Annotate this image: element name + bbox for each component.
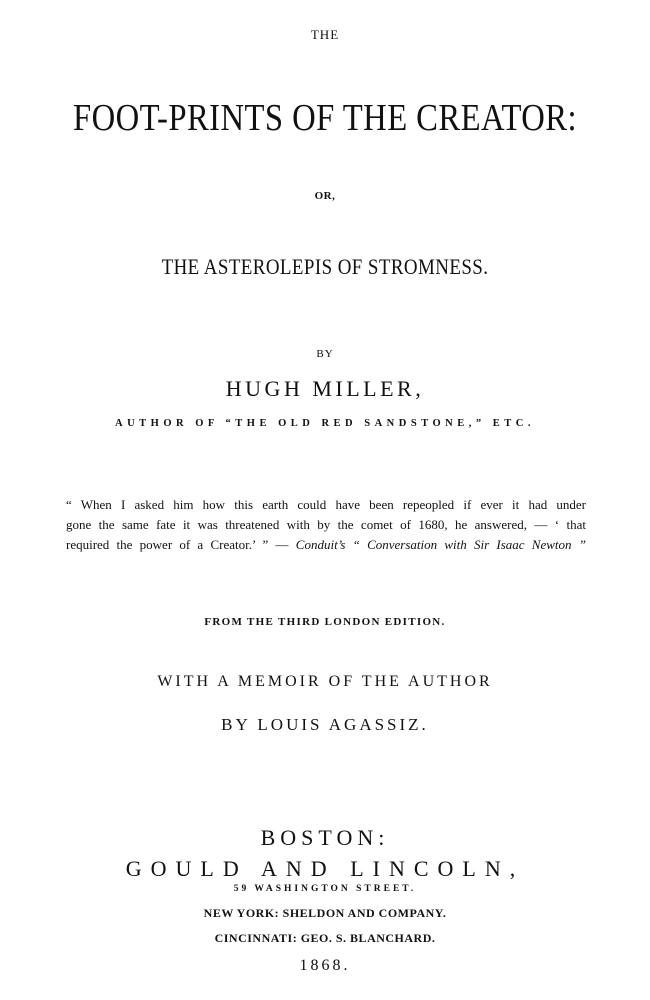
imprint-year: 1868. — [299, 957, 351, 974]
memoir-note: WITH A MEMOIR OF THE AUTHOR — [157, 673, 493, 690]
title-conjunction-or: OR, — [314, 190, 336, 202]
epigraph-quote — [66, 495, 586, 555]
imprint-cincinnati: CINCINNATI: GEO. S. BLANCHARD. — [214, 931, 436, 945]
epigraph-line-3 — [66, 535, 586, 555]
imprint-city: BOSTON: — [260, 825, 390, 850]
imprint-street: 59 WASHINGTON STREET. — [233, 884, 417, 894]
epigraph-line-3-text: required the power of a Creator.’ ” — — [66, 537, 296, 552]
heading-the: THE — [310, 27, 340, 42]
imprint-publisher: GOULD AND LINCOLN, — [125, 856, 525, 881]
author-credentials: AUTHOR OF “THE OLD RED SANDSTONE,” ETC. — [115, 418, 535, 429]
epigraph-line-2: gone the same fate it was threatened with by the comet of 1680, he answered, — ‘ that — [66, 517, 586, 532]
epigraph-attribution: Conduit’s “ Conversation with Sir Isaac Newton ” — [295, 537, 586, 552]
imprint-new-york: NEW YORK: SHELDON AND COMPANY. — [203, 906, 447, 920]
book-subtitle: THE ASTEROLEPIS OF STROMNESS. — [161, 254, 489, 279]
edition-note: FROM THE THIRD LONDON EDITION. — [204, 616, 446, 628]
epigraph-line-1: “ When I asked him how this earth could have been repeopled if ever it had under — [66, 497, 586, 512]
book-title: FOOT-PRINTS OF THE CREATOR: — [72, 97, 578, 139]
author-name: HUGH MILLER, — [225, 376, 425, 401]
memoir-author: BY LOUIS AGASSIZ. — [221, 715, 429, 734]
by-line: BY — [316, 348, 334, 360]
